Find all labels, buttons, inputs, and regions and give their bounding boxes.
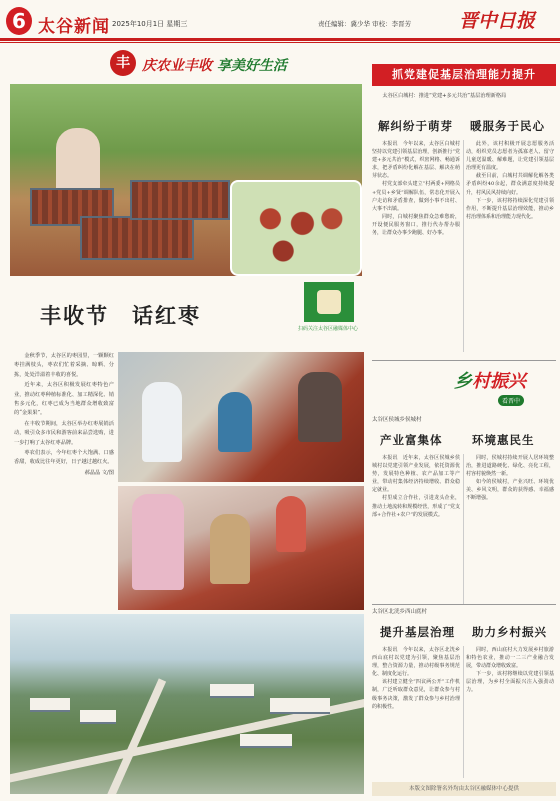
jujube-crate — [130, 180, 230, 220]
road — [102, 678, 166, 794]
house — [80, 710, 116, 724]
editors-credit: 责任编辑：冀少华 审校：李晋芳 — [318, 20, 412, 28]
section2-subhead-right: 环境惠民生 — [472, 433, 535, 447]
section2-intro: 太谷区侯城乡侯城村 — [372, 417, 422, 423]
section1-paragraph: 同时，白城村聚焦群众急难愁盼，开设便民服务窗口，推行代办帮办服务，让群众办事少跑腿、好办事。 — [372, 213, 460, 237]
worker-figure — [218, 392, 252, 452]
jujube-harvest-photo — [10, 84, 362, 276]
section3-col-left — [372, 646, 460, 778]
section-divider — [372, 604, 556, 605]
jujube-closeup-inset — [230, 180, 362, 276]
section2-paragraph: 本报讯 近年来，太谷区侯城乡侯城村以党建引领产业发展，依托资源优势，发展特色种植、农产品加工等产业，带动村集体经济持续增收、群众稳定就业。 — [372, 455, 460, 494]
section3-col-right — [466, 646, 554, 778]
harvest-slogan — [142, 55, 287, 75]
section1-subhead-left: 解纠纷于萌芽 — [378, 119, 453, 133]
feature-author: 郝晶晶 文/图 — [84, 469, 114, 476]
section2-col-right — [466, 454, 554, 604]
column-divider — [463, 646, 464, 778]
jujube-packing-photo — [118, 486, 364, 610]
section3-paragraph: 该村建立健全“四议两公开”工作机制，广泛听取群众意见，让群众参与村级事务决策，激发了群众参与乡村治理的积极性。 — [372, 679, 460, 710]
section2-subhead-left: 产业富集体 — [380, 433, 443, 447]
worker-figure — [298, 372, 342, 442]
section-name: 太谷新闻 — [38, 17, 110, 37]
feature-paragraph: 金秋季节，太谷区的枣园里，一颗颗红枣挂满枝头，枣农们忙着采摘、晾晒、分拣，处处洋溢着丰收的喜悦。 — [14, 353, 114, 378]
worker-figure — [142, 382, 182, 462]
section2-col-left — [372, 454, 460, 604]
section1-col-left — [372, 140, 460, 352]
column-divider — [463, 454, 464, 604]
village-aerial-photo — [10, 614, 364, 794]
feature-paragraph: 近年来，太谷区积极发展红枣特色产业，推动红枣种植标准化、加工精深化、销售多元化，红枣已成为当地群众增收致富的“金果果”。 — [14, 382, 114, 417]
section2-paragraph: 同时，侯城村持续开展人居环境整治，推进道路硬化、绿化、亮化工程，村容村貌焕然一新。 — [466, 455, 554, 478]
village-revival-tag: 看晋中 — [498, 395, 524, 406]
section3-subhead-left: 提升基层治理 — [380, 625, 455, 639]
house — [270, 698, 330, 714]
section3-paragraph: 本报讯 今年以来，太谷区北洸乡西山底村以党建为引领，聚焦基层治理，整合资源力量，推动村级事务规范化、制度化运行。 — [372, 647, 460, 678]
page-header — [0, 0, 560, 44]
section3-paragraph: 下一步，该村将继续以党建引领基层治理，为乡村全面振兴注入强劲动力。 — [466, 671, 554, 694]
worker-figure — [132, 494, 184, 590]
date-line: 2025年10月1日 星期三 — [112, 20, 188, 28]
feature-paragraph: 在丰收节期间，太谷区举办红枣展销活动，吸引众多市民和游客前来品尝选购，进一步打响了太谷红枣品牌。 — [14, 420, 114, 446]
section1-intro: 太谷区白城村：推进“党建+多元共治”基层治理新格局 — [382, 93, 507, 99]
section1-paragraph: 村党支部牵头建立“村两委+网格员+党员+乡贤”调解队伍，常态化开展入户走访和矛盾排查，做到小事不出村、大事不出镇。 — [372, 181, 460, 212]
worker-figure — [276, 496, 306, 552]
page-footer-note: 本版文图除署名外均由太谷区融媒体中心提供 — [372, 782, 556, 796]
village-revival-text: 乡村振兴 — [454, 371, 526, 392]
section3-paragraph: 同时，西山底村大力发展乡村旅游和特色农业，推动一二三产业融合发展，带动群众增收致富。 — [466, 647, 554, 670]
section1-paragraph: 本报讯 今年以来，太谷区白城村坚持以党建引领基层治理，创新推行“党建+多元共治”模式，织密网格、畅通诉求，把矛盾纠纷化解在基层、解决在萌芽状态。 — [372, 141, 460, 180]
house — [240, 734, 292, 748]
harvest-seal-icon: 丰 — [110, 50, 136, 76]
section2-paragraph: 村里成立合作社，引进龙头企业，推动土地流转和规模经营，形成了“党支部+合作社+农户”的发展模式。 — [372, 495, 460, 518]
slogan-green: 享美好生活 — [216, 58, 287, 74]
section1-paragraph: 此外，该村积极开展志愿服务活动，组织党员志愿者为孤寡老人、留守儿童送温暖、解难题，让党建引领基层治理更有温度。 — [466, 141, 554, 172]
right-section-title: 抓党建促基层治理能力提升 — [372, 64, 556, 86]
header-rule-thin — [0, 42, 560, 43]
column-divider — [463, 140, 464, 352]
qr-code-icon[interactable] — [304, 282, 354, 322]
section3-intro: 太谷区北洸乡西山底村 — [372, 609, 428, 615]
feature-headline: 丰收节 话红枣 — [40, 303, 201, 328]
newspaper-logo: 晋中日报 — [459, 10, 536, 32]
jujube-crate — [80, 216, 194, 260]
section1-subhead-right: 暖服务于民心 — [470, 119, 545, 133]
feature-body — [14, 352, 114, 479]
section-divider — [372, 360, 556, 361]
section1-paragraph: 截至目前，白城村共调解化解各类矛盾纠纷40余起，群众满意度持续提升，村风民风持续向好。 — [466, 173, 554, 196]
worker-figure — [210, 514, 250, 584]
section3-subhead-right: 助力乡村振兴 — [472, 625, 547, 639]
slogan-red: 庆农业丰收 — [142, 58, 212, 74]
house — [210, 684, 254, 698]
village-revival-logo — [454, 367, 550, 411]
qr-caption: 扫码关注太谷区融媒体中心 — [297, 326, 358, 332]
feature-paragraph: 枣农们表示，今年红枣个大饱满、口感香甜，收成比往年更好，日子越过越红火。 — [14, 450, 114, 466]
section2-paragraph: 如今的侯城村，产业兴旺、环境优美、乡风文明，群众的获得感、幸福感不断增强。 — [466, 479, 554, 502]
section1-paragraph: 下一步，该村将持续深化党建引领作用，不断提升基层治理效能，推动乡村治理体系和治理能力现代化。 — [466, 197, 554, 220]
section1-col-right — [466, 140, 554, 352]
harvest-banner — [110, 50, 287, 80]
house — [30, 698, 70, 712]
page-number: 6 — [6, 7, 32, 35]
header-rule — [0, 38, 560, 41]
jujube-sorting-photo — [118, 352, 364, 482]
